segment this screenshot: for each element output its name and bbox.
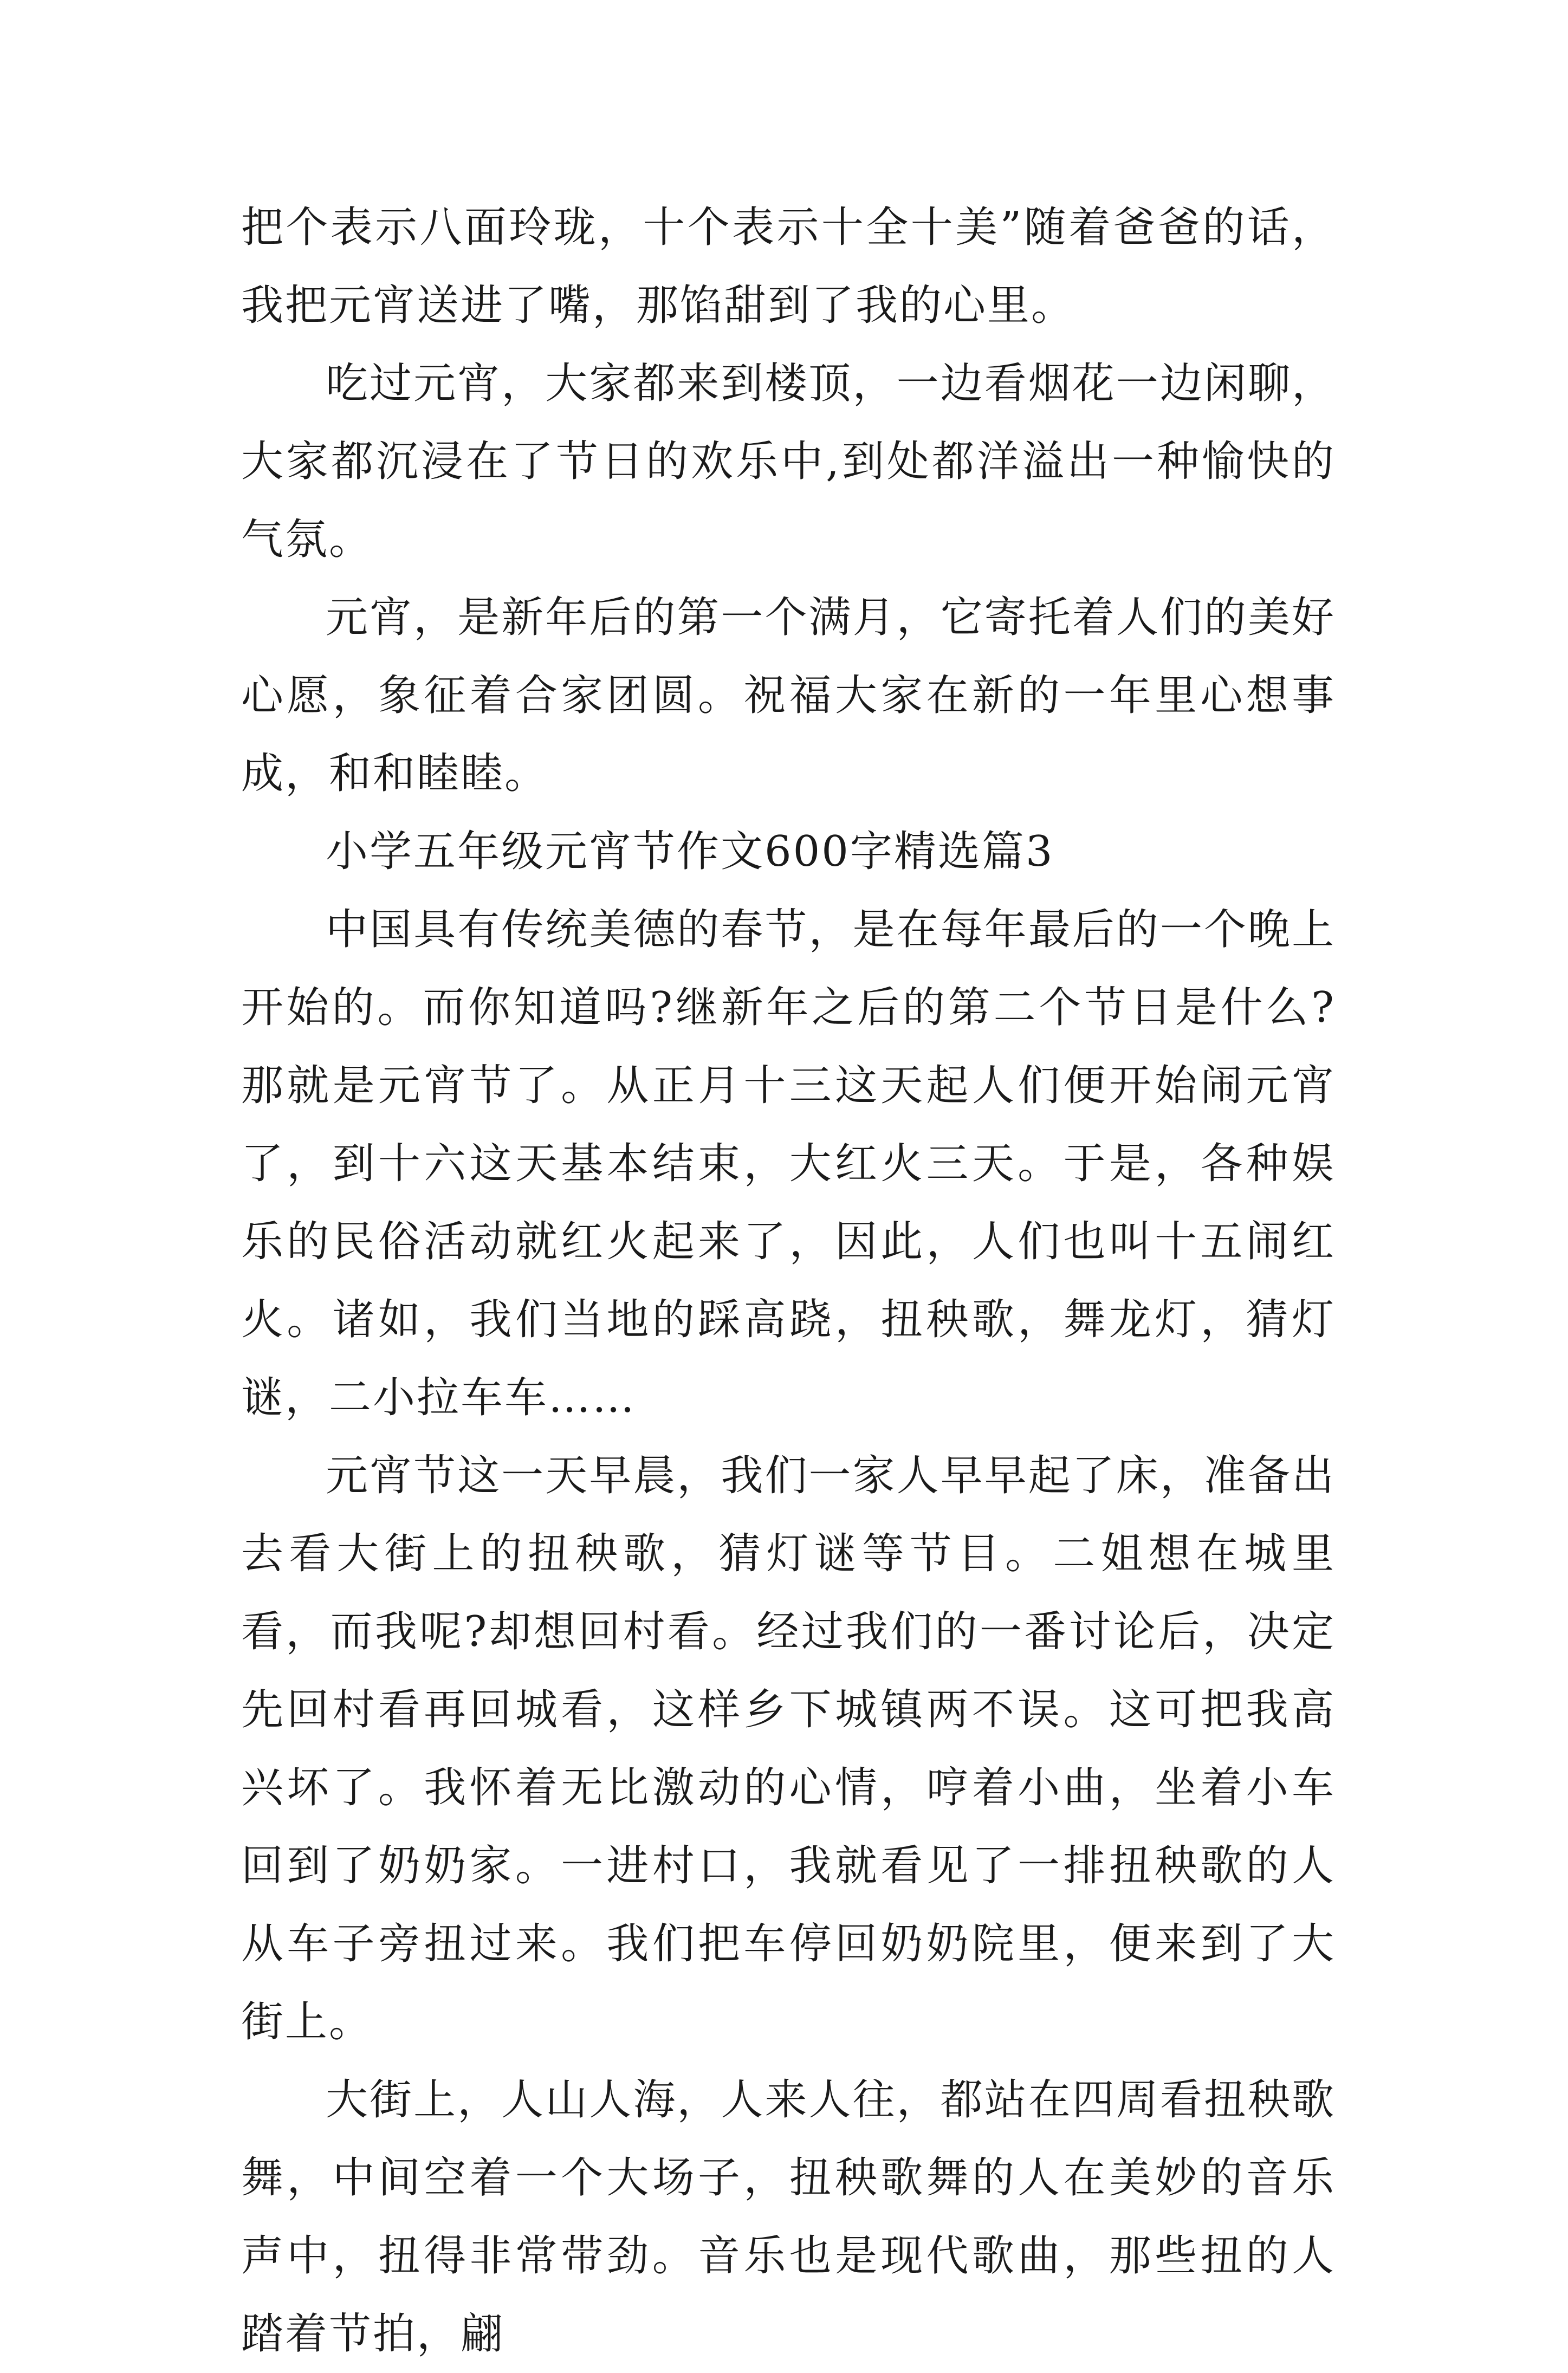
paragraph: 大街上，人山人海，人来人往，都站在四周看扭秧歌舞，中间空着一个大场子，扭秧歌舞的人在美妙的音乐声中，扭得非常带劲。音乐也是现代歌曲，那些扭的人踏着节拍，翩 [241, 2076, 1336, 2358]
section-heading: 小学五年级元宵节作文600字精选篇3 [326, 827, 1054, 876]
paragraph: 元宵节这一天早晨，我们一家人早早起了床，准备出去看大街上的扭秧歌，猜灯谜等节目。二姐想在城里看，而我呢?却想回村看。经过我们的一番讨论后，决定先回村看再回城看，这样乡下城镇两不误。这可把我高兴坏了。我怀着无比激动的心情，哼着小曲，坐着小车回到了奶奶家。一进村口，我就看见了一排扭秧歌的人从车子旁扭过来。我们把车停回奶奶院里，便来到了大街上。 [241, 1451, 1336, 2046]
paragraph: 吃过元宵，大家都来到楼顶，一边看烟花一边闲聊，大家都沉浸在了节日的欢乐中,到处都洋溢出一种愉快的气氛。 [241, 359, 1336, 564]
paragraph: 中国具有传统美德的春节，是在每年最后的一个晚上开始的。而你知道吗?继新年之后的第二个节日是什么?那就是元宵节了。从正月十三这天起人们便开始闹元宵了，到十六这天基本结束，大红火三天。于是，各种娱乐的民俗活动就红火起来了，因此，人们也叫十五闹红火。诸如，我们当地的踩高跷，扭秧歌，舞龙灯，猜灯谜，二小拉车车…… [241, 905, 1336, 1422]
paragraph-continuation: 把个表示八面玲珑，十个表示十全十美”随着爸爸的话，我把元宵送进了嘴，那馅甜到了我的心里。 [241, 203, 1336, 330]
document-body [241, 189, 1336, 2373]
paragraph: 元宵，是新年后的第一个满月，它寄托着人们的美好心愿，象征着合家团圆。祝福大家在新的一年里心想事成，和和睦睦。 [241, 593, 1336, 798]
